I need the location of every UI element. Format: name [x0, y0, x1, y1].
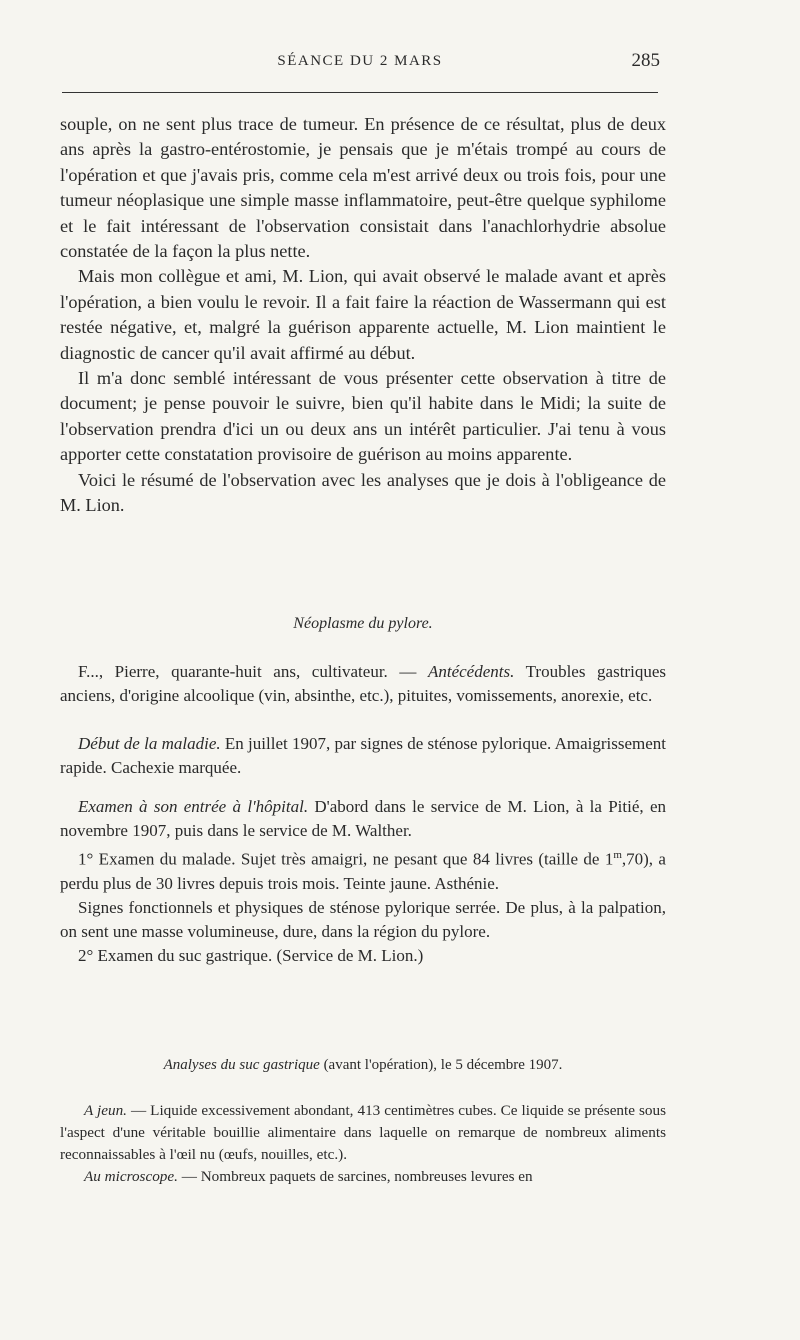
case-intro [60, 660, 666, 708]
analysis-a-jeun [60, 1100, 666, 1166]
header-rule [62, 92, 658, 93]
debut-label: Début de la maladie. [78, 734, 221, 753]
body-text [60, 112, 666, 519]
body-paragraph: Il m'a donc semblé intéressant de vous présenter cette observation à titre de document; je pense pouvoir le suivre, bien qu'il habite dans le Midi; la suite de l'observation prendra d'ici un ou deux ans un intérêt particulier. J'ai tenu à vous apporter cette constatation provisoire de guérison au moins apparente. [60, 368, 666, 465]
running-header: SÉANCE DU 2 MARS [277, 53, 443, 69]
case-item-2: 2° Examen du suc gastrique. (Service de M. Lion.) [78, 945, 424, 965]
body-paragraph: souple, on ne sent plus trace de tumeur. En présence de ce résultat, plus de deux ans après la gastro-entérostomie, je pensais que je m'étais trompé au cours de l'opération et que j'avais pris, comme cela m'est arrivé deux ou trois fois, pour une tumeur néoplasique une simple masse inflammatoire, peut-être quelque syphilome et le fait intéressant de l'observation consistait dans l'anachlorhydrie absolue constatée de la façon la plus nette. [60, 114, 666, 262]
item1-text-b: ,70), a perdu plus de 30 livres depuis trois mois. Teinte jaune. Asthénie. [60, 849, 666, 893]
item1-text-a: 1° Examen du malade. Sujet très amaigri, ne pesant que 84 livres (taille de 1 [78, 849, 614, 869]
case-examen [60, 795, 666, 843]
page-number: 285 [631, 50, 660, 71]
item1-superscript: m [613, 849, 622, 861]
microscope-text: — Nombreux paquets de sarcines, nombreuses levures en [177, 1168, 533, 1185]
case-debut [60, 732, 666, 780]
examen-label: Examen à son entrée à l'hôpital. [78, 797, 309, 816]
body-paragraph: Voici le résumé de l'observation avec les analyses que je dois à l'obligeance de M. Lion. [60, 469, 666, 516]
microscope-label: Au microscope. [84, 1168, 178, 1185]
case-report [60, 660, 666, 968]
examen-text: D'abord dans le service de M. Lion, à la Pitié, en novembre 1907, puis dans le service de M. Walther. [60, 797, 666, 840]
analysis-heading [60, 1057, 666, 1074]
debut-text: En juillet 1907, par signes de sténose pylorique. Amaigrissement rapide. Cachexie marquée. [60, 734, 666, 777]
antecedents-text: Troubles gastriques anciens, d'origine alcoolique (vin, absinthe, etc.), pituites, vomissements, anorexie, etc. [60, 662, 666, 705]
analysis-microscope [60, 1166, 666, 1188]
case-item-1 [60, 843, 666, 896]
analysis-heading-label: Analyses du suc gastrique [163, 1057, 320, 1073]
case-signes: Signes fonctionnels et physiques de sténose pylorique serrée. De plus, à la palpation, on sent une masse volumineuse, dure, dans la région du pylore. [60, 897, 666, 941]
analysis-text [60, 1100, 666, 1188]
antecedents-label: Antécédents. [427, 662, 515, 681]
intro-text: F..., Pierre, quarante-huit ans, cultivateur. — [78, 662, 428, 681]
a-jeun-text: — Liquide excessivement abondant, 413 centimètres cubes. Ce liquide se présente sous l'aspect d'une véritable bouillie alimentaire dans laquelle on remarque de nombreux aliments reconnaissables à l'œil nu (œufs, nouilles, etc.). [60, 1102, 667, 1163]
analysis-heading-text: (avant l'opération), le 5 décembre 1907. [319, 1057, 563, 1073]
section-title: Néoplasme du pylore. [293, 615, 433, 632]
body-paragraph: Mais mon collègue et ami, M. Lion, qui avait observé le malade avant et après l'opération, a bien voulu le revoir. Il a fait faire la réaction de Wassermann qui est restée négative, et, malgré la guérison apparente actuelle, M. Lion maintient le diagnostic de cancer qu'il avait affirmé au début. [60, 266, 666, 363]
a-jeun-label: A jeun. [84, 1102, 127, 1119]
